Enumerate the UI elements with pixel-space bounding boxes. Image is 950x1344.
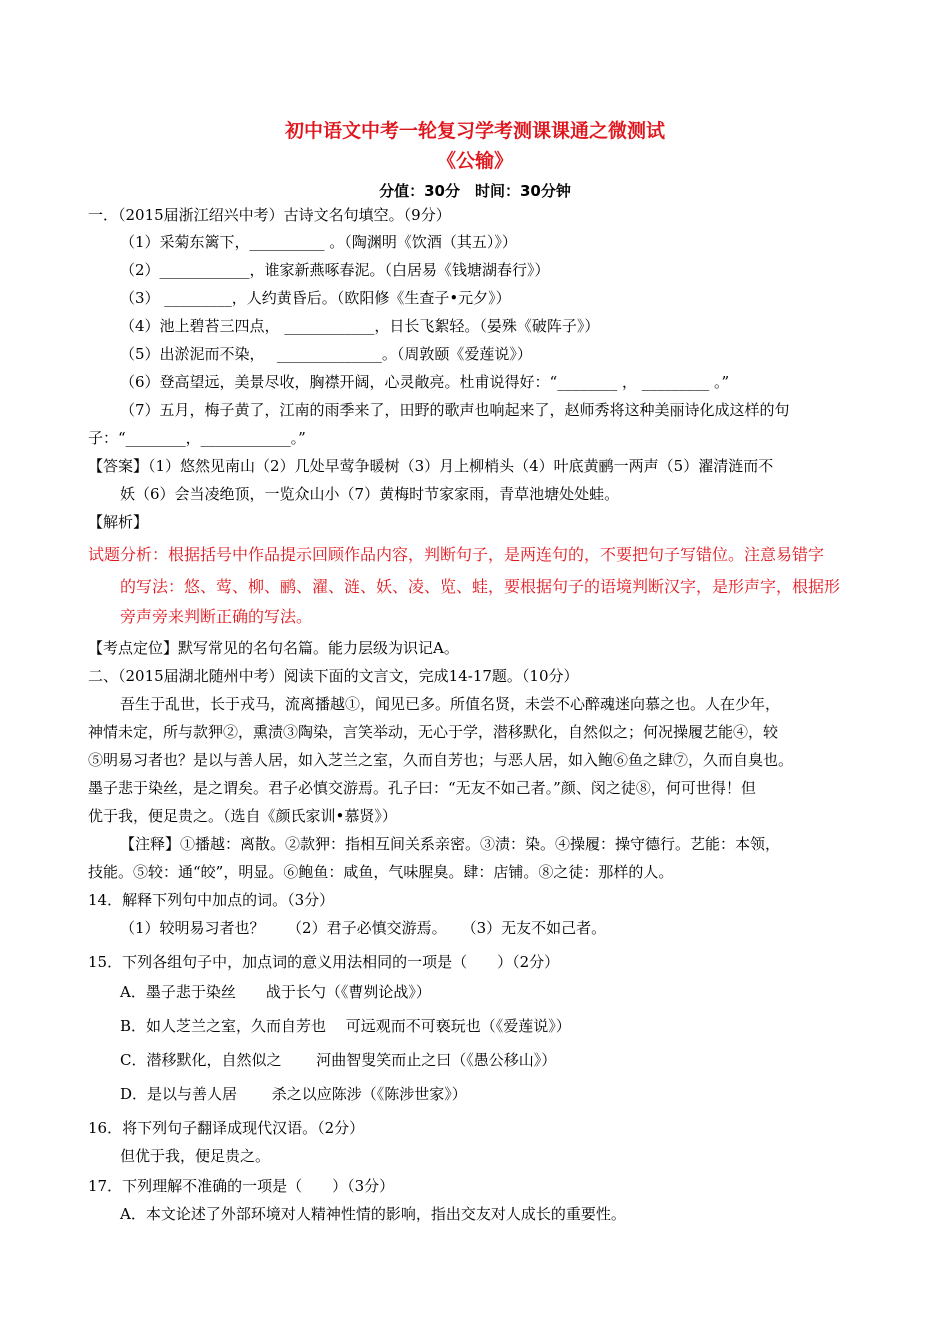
score-time-info: 分值：30分 时间：30分钟	[379, 182, 571, 200]
q15-option-c: C．潜移默化，自然似之 河曲智叟笑而止之曰（《愚公移山》）	[120, 1051, 557, 1069]
passage-line-4: 墨子悲于染丝，是之谓矣。君子必慎交游焉。孔子曰：“无友不如己者。”颜、闵之徒⑧，何可世得！但	[88, 779, 756, 797]
question-14: 14．解释下列句中加点的词。（3分）	[88, 891, 335, 909]
focus-line: 【考点定位】默写常见的名句名篇。能力层级为识记A。	[88, 639, 459, 657]
answer-line-1: 【答案】（1）悠然见南山（2）几处早莺争暖树（3）月上柳梢头（4）叶底黄鹂一两声（5）濯清涟而不	[88, 457, 774, 475]
passage-line-1: 吾生于乱世，长于戎马，流离播越①，闻见已多。所值名贤，未尝不心醉魂迷向慕之也。人在少年，	[120, 695, 781, 713]
notes-line-2: 技能。⑤较：通“皎”，明显。⑥鲍鱼：咸鱼，气味腥臭。肆：店铺。⑧之徒：那样的人。	[88, 863, 674, 881]
fill-item-3: （3） _________，人约黄昏后。（欧阳修《生查子•元夕》）	[120, 289, 511, 307]
answer-line-2: 妖（6）会当凌绝顶，一览众山小（7）黄梅时节家家雨，青草池塘处处蛙。	[120, 485, 620, 503]
q15-option-d: D．是以与善人居 杀之以应陈涉（《陈涉世家》）	[120, 1085, 467, 1103]
question-16: 16．将下列句子翻译成现代汉语。（2分）	[88, 1119, 365, 1137]
question-15: 15．下列各组句子中，加点词的意义用法相同的一项是（ ）（2分）	[88, 953, 560, 971]
question-16-sentence: 但优于我，便足贵之。	[120, 1147, 271, 1165]
question-14-items: （1）较明易习者也？ （2）君子必慎交游焉。 （3）无友不如己者。	[120, 919, 607, 937]
q15-option-b: B．如人芝兰之室，久而自芳也 可远观而不可亵玩也（《爱莲说》）	[120, 1017, 571, 1035]
fill-item-7: （7）五月，梅子黄了，江南的雨季来了，田野的歌声也响起来了，赵师秀将这种美丽诗化成这样的句	[120, 401, 790, 419]
fill-item-5: （5）出淤泥而不染， ______________。（周敦颐《爱莲说》）	[120, 345, 532, 363]
section1-heading: 一．（2015届浙江绍兴中考）古诗文名句填空。（9分）	[88, 206, 451, 224]
question-17: 17．下列理解不准确的一项是（ ）（3分）	[88, 1177, 395, 1195]
analysis-text-2: 的写法：悠、莺、柳、鹂、濯、涟、妖、凌、览、蛙，要根据句子的语境判断汉字，是形声字，根据形	[120, 577, 841, 596]
fill-item-1: （1）采菊东篱下，__________ 。（陶渊明《饮酒（其五）》）	[120, 233, 517, 251]
q17-option-a: A．本文论述了外部环境对人精神性情的影响，指出交友对人成长的重要性。	[120, 1205, 626, 1223]
fill-item-6: （6）登高望远，美景尽收，胸襟开阔，心灵敞亮。杜甫说得好：“________ ， _________ 。”	[120, 373, 730, 391]
fill-item-4: （4）池上碧苔三四点， ____________，日长飞絮轻。（晏殊《破阵子》）	[120, 317, 600, 335]
fill-item-7-cont: 子：“________，____________。”	[88, 429, 306, 447]
fill-item-2: （2）____________，谁家新燕啄春泥。（白居易《钱塘湖春行》）	[120, 261, 550, 279]
q15-option-a: A．墨子悲于染丝 战于长勺（《曹刿论战》）	[120, 983, 431, 1001]
analysis-text-1: 试题分析：根据括号中作品提示回顾作品内容，判断句子，是两连句的，不要把句子写错位。注意易错字	[88, 545, 825, 564]
passage-line-2: 神情未定，所与款狎②，熏渍③陶染，言笑举动，无心于学，潜移默化，自然似之；何况操履艺能④，较	[88, 723, 779, 741]
passage-line-5: 优于我，便足贵之。（选自《颜氏家训•慕贤》）	[88, 807, 397, 825]
analysis-label: 【解析】	[88, 513, 149, 531]
analysis-text-3: 旁声旁来判断正确的写法。	[120, 607, 313, 626]
document-subtitle: 《公输》	[436, 150, 513, 172]
passage-line-3: ⑤明易习者也？是以与善人居，如入芝兰之室，久而自芳也；与恶人居，如入鲍⑥鱼之肆⑦，久而自臭也。	[88, 751, 794, 769]
document-title: 初中语文中考一轮复习学考测课课通之微测试	[284, 120, 665, 142]
section2-heading: 二、（2015届湖北随州中考）阅读下面的文言文，完成14-17题。（10分）	[88, 667, 579, 685]
notes-line-1: 【注释】①播越：离散。②款狎：指相互间关系亲密。③渍：染。④操履：操守德行。艺能：本领，	[120, 835, 781, 853]
